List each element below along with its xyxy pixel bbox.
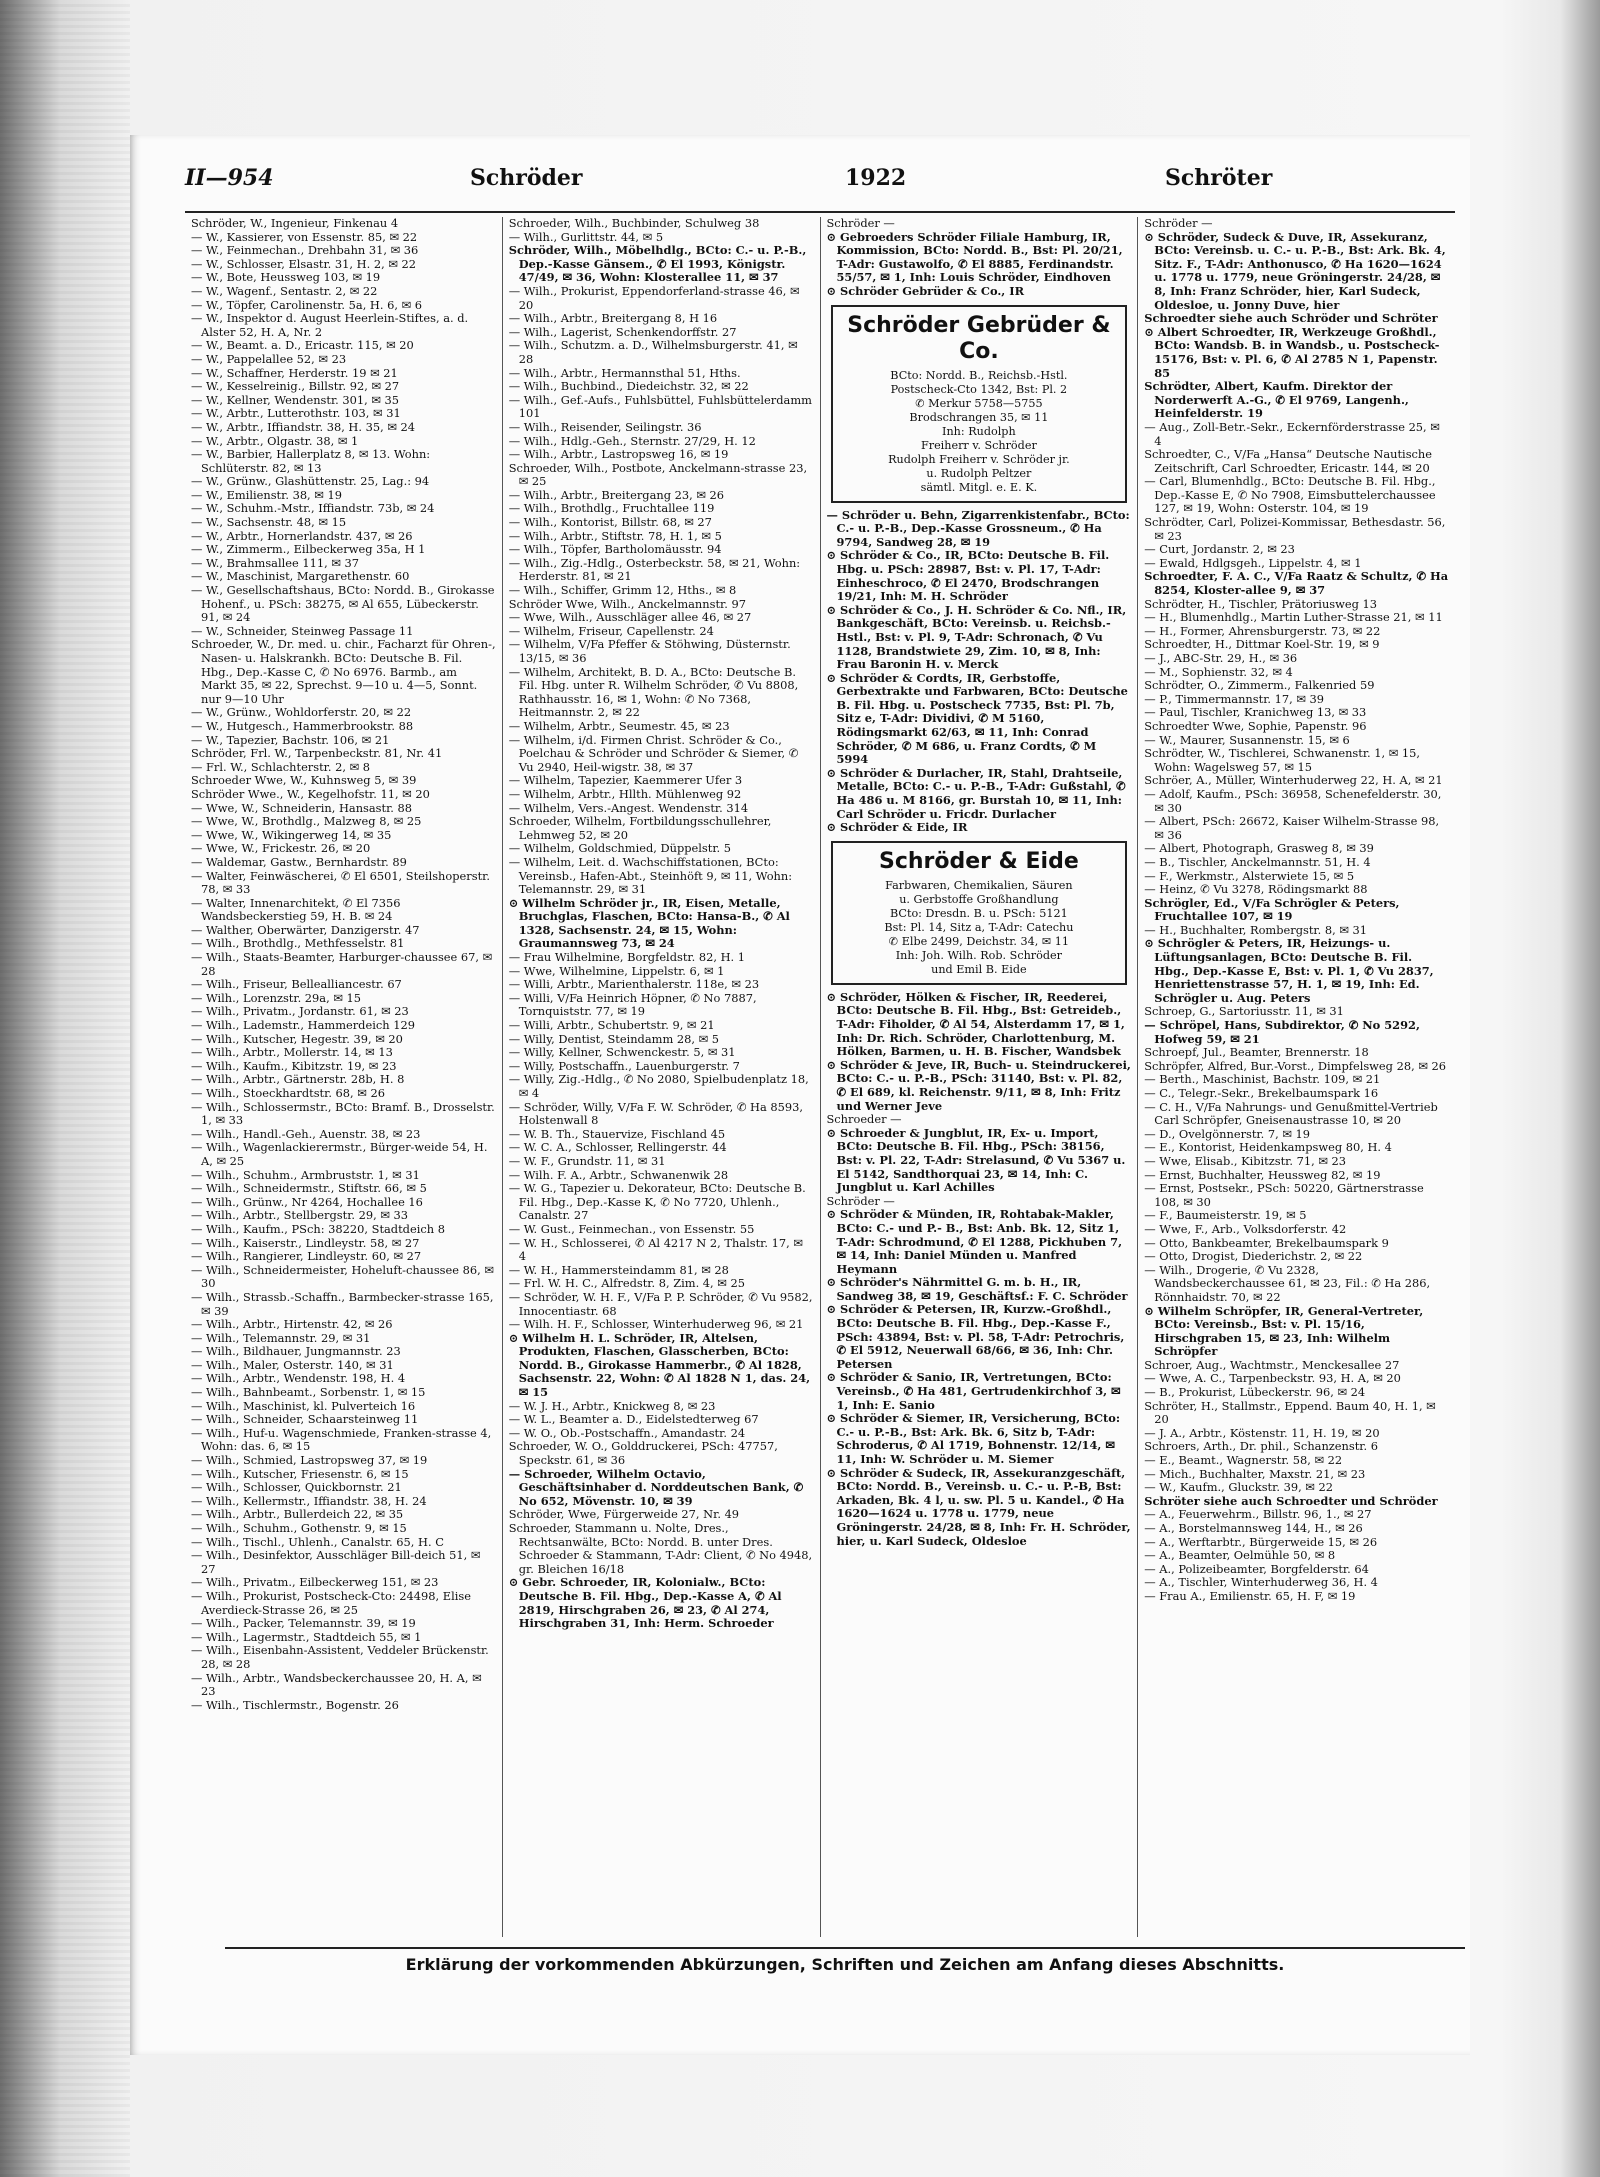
directory-entry: — Wilh., Telemannstr. 29, ✉ 31 [191,1330,371,1345]
directory-entry: — J. A., Arbtr., Köstenstr. 11, H. 19, ✉ 20 [1144,1425,1380,1440]
directory-entry: — W., Kaufm., Gluckstr. 39, ✉ 22 [1144,1480,1333,1495]
advertisement-schroeder-eide-title: Schröder & Eide [878,848,1079,874]
directory-entry: — Wwe, A. C., Tarpenbeckstr. 93, H. A, ✉ 20 [1144,1371,1401,1386]
directory-entry: — Willy, Dentist, Steindamm 28, ✉ 5 [508,1031,720,1046]
directory-entry: Schröder — [826,217,895,230]
directory-entry: — B., Prokurist, Lübeckerstr. 96, ✉ 24 [1144,1385,1366,1400]
directory-entry: — W., Bote, Heussweg 103, ✉ 19 [191,270,381,285]
directory-columns [185,217,1455,1937]
directory-entry: — W., Schneider, Steinweg Passage 11 [191,623,414,638]
directory-entry: — Wilh., Gurlittstr. 44, ✉ 5 [508,229,664,244]
directory-entry: ⊙ Wilhelm Schröpfer, IR, General-Vertreter, BCto: Vereinsb., Bst: v. Pl. 15/16, Hirschgraben 15, ✉ 23, Inh: Wilhelm Schröpfer [1144,1303,1424,1359]
advertisement-schroeder-eide [831,841,1128,985]
left-running-title: Schröder [470,165,583,191]
directory-entry: ⊙ Schröder & Münden, IR, Rohtabak-Makler, BCto: C.- und P.- B., Bst: Anb. Bk. 12, Sitz 1, T-Adr: Schrodmund, ✆ El 1288, Pickhuben 7, ✉ 14, Inh: Daniel Münden u. Manfred Heymann [826,1207,1123,1276]
directory-entry: ⊙ Schröder & Eide, IR [826,820,968,835]
directory-entry: — Wwe, W., Frickestr. 26, ✉ 20 [191,841,371,856]
directory-entry: — Wilh., Lagermstr., Stadtdeich 55, ✉ 1 [191,1629,422,1644]
directory-entry: — Wilh., Bildhauer, Jungmannstr. 23 [191,1344,401,1359]
directory-entry: ⊙ Gebroeders Schröder Filiale Hamburg, IR, Kommission, BCto: Nordd. B., Bst: Pl. 20/21, T-Adr: Gustawolfo, ✆ El 8885, Ferdinandstr. 55/57, ✉ 1, Inh: Louis Schröder, Eindhoven [826,229,1123,285]
directory-entry: — Wilhelm, Architekt, B. D. A., BCto: Deutsche B. Fil. Hbg. unter R. Wilhelm Schröder, ✆ Vu 8808, Rathhausstr. 16, ✉ 1, Wohn: ✆ No 7368, Heitmannstr. 2, ✉ 22 [508,664,799,720]
directory-entry: — H., Buchhalter, Rombergstr. 8, ✉ 31 [1144,922,1368,937]
directory-entry: — B., Tischler, Anckelmannstr. 51, H. 4 [1144,854,1371,869]
directory-entry: — Ewald, Hdlgsgeh., Lippelstr. 4, ✉ 1 [1144,555,1362,570]
directory-entry: — Wilh., Arbtr., Mollerstr. 14, ✉ 13 [191,1045,393,1060]
directory-entry: — Schröder u. Behn, Zigarrenkistenfabr., BCto: C.- u. P.-B., Dep.-Kasse Grossneum., ✆ Ha 9794, Sandweg 28, ✉ 19 [826,507,1130,549]
advertisement-schroeder-gebrueder [831,305,1128,503]
directory-entry: — W., Töpfer, Carolinenstr. 5a, H. 6, ✉ 6 [191,297,423,312]
page-header [185,165,1445,205]
directory-entry: — Wilh., Brothdlg., Fruchtallee 119 [508,501,715,516]
directory-entry: — Carl, Blumenhdlg., BCto: Deutsche B. Fil. Hbg., Dep.-Kasse E, ✆ No 7908, Eimsbuttelerchaussee 127, ✉ 19, Wohn: Osterstr. 104, ✉ 19 [1144,474,1436,516]
directory-entry: — Wwe, Wilh., Ausschläger allee 46, ✉ 27 [508,610,752,625]
directory-entry: — Frl. W., Schlachterstr. 2, ✉ 8 [191,759,371,774]
directory-entry: — Wilh., Arbtr., Breitergang 8, H 16 [508,311,718,326]
directory-entry: — W., Arbtr., Olgastr. 38, ✉ 1 [191,433,359,448]
directory-entry: — C., Telegr.-Sekr., Brekelbaumspark 16 [1144,1086,1379,1100]
directory-entry: — Albert, PSch: 26672, Kaiser Wilhelm-Strasse 98, ✉ 36 [1144,814,1440,842]
directory-entry: — Willi, V/Fa Heinrich Höpner, ✆ No 7887, Tornquiststr. 77, ✉ 19 [508,990,757,1019]
column-1 [185,217,503,1937]
directory-entry: Schröder — [1144,217,1213,230]
abbreviation-note: Erklärung der vorkommenden Abkürzungen, Schriften und Zeichen am Anfang dieses Abschnitts. [225,1947,1465,1974]
directory-entry: Schroeder Wwe, W., Kuhnsweg 5, ✉ 39 [191,773,417,788]
directory-entry: — Wilh., Schuhm., Armbruststr. 1, ✉ 31 [191,1167,420,1182]
directory-entry: Schrögler, Ed., V/Fa Schrögler & Peters, Fruchtallee 107, ✉ 19 [1144,895,1400,924]
directory-entry: — Paul, Tischler, Kranichweg 13, ✉ 33 [1144,705,1367,720]
year-label: 1922 [845,165,907,191]
directory-entry: — Wwe, Elisab., Kibitzstr. 71, ✉ 23 [1144,1153,1347,1168]
directory-entry: — Wilh., Kaufm., PSch: 38220, Stadtdeich 8 [191,1221,445,1236]
directory-entry: — Wilh., Grünw., Nr 4264, Hochallee 16 [191,1194,423,1209]
directory-entry: — Wwe, W., Brothdlg., Malzweg 8, ✉ 25 [191,814,422,829]
directory-entry: — Wilh., Schneidermeister, Hoheluft-chaussee 86, ✉ 30 [191,1262,494,1291]
directory-entry: — W. Gust., Feinmechan., von Essenstr. 55 [508,1221,755,1236]
directory-entry: Schroeder, Wilh., Postbote, Anckelmann-strasse 23, ✉ 25 [508,460,808,489]
directory-entry: — Wilh., Lademstr., Hammerdeich 129 [191,1018,415,1033]
directory-entry: Schroedter Wwe, Sophie, Papenstr. 96 [1144,718,1367,733]
directory-entry: — Wilh., Kutscher, Hegestr. 39, ✉ 20 [191,1031,403,1046]
directory-entry: Schröder Wwe., W., Kegelhofstr. 11, ✉ 20 [191,786,430,801]
directory-entry: — A., Borstelmannsweg 144, H., ✉ 26 [1144,1521,1363,1535]
directory-entry: — Berth., Maschinist, Bachstr. 109, ✉ 21 [1144,1072,1381,1087]
directory-entry: Schröder, Wwe, Fürgerweide 27, Nr. 49 [508,1507,740,1522]
directory-entry: — Wilh., Desinfektor, Ausschläger Bill-deich 51, ✉ 27 [191,1548,481,1576]
directory-entry: — Wilhelm, Vers.-Angest. Wendenstr. 314 [508,800,749,815]
directory-entry: ⊙ Gebr. Schroeder, IR, Kolonialw., BCto: Deutsche B. Fil. Hbg., Dep.-Kasse A, ✆ Al 2819, Hirschgraben 26, ✉ 23, ✆ Al 274, Hirschgraben 31, Inh: Herm. Schroeder [508,1575,782,1631]
directory-entry: Schrödter, Albert, Kaufm. Direktor der Norderwerft A.-G., ✆ El 9769, Langenh., Heinfelderstr. 19 [1144,379,1409,421]
directory-entry: — Curt, Jordanstr. 2, ✉ 23 [1144,542,1295,557]
directory-entry: — Wilh., Schlosser, Quickbornstr. 21 [191,1480,402,1495]
directory-entry: ⊙ Schröder, Hölken & Fischer, IR, Reederei, BCto: Deutsche B. Fil. Hbg., Bst: Getreideb., T-Adr: Fiholder, ✆ Al 54, Alsterdamm 17, ✉ 1, Inh: Dr. Rich. Schröder, Charlottenburg, M. Hölken, Barmen, u. H. B. Fischer, Wandsbek [826,989,1125,1059]
directory-entry: — Wilh., Schneidermstr., Stiftstr. 66, ✉ 5 [191,1181,427,1196]
directory-entry: — Wilh., Eisenbahn-Assistent, Veddeler Brückenstr. 28, ✉ 28 [191,1643,489,1671]
page-number: II—954 [185,165,274,191]
directory-page [130,135,1470,2055]
directory-entry: Schroeder, W., Dr. med. u. chir., Facharzt für Ohren-, Nasen- u. Halskrankh. BCto: Deutsche B. Fil. Hbg., Dep.-Kasse C, ✆ No 6976. Barmb., am Markt 35, ✉ 22, Sprechst. 9—10 u. 4—5, Sonnt. nur 9—10 Uhr [191,637,496,706]
directory-entry: Schrödter, Carl, Polizei-Kommissar, Bethesdastr. 56, ✉ 23 [1144,515,1446,543]
directory-entry: — Wilh., Huf-u. Wagenschmiede, Franken-strasse 4, Wohn: das. 6, ✉ 15 [191,1425,492,1454]
directory-entry: — Wilh., Strassb.-Schaffn., Barmbecker-strasse 165, ✉ 39 [191,1289,494,1318]
directory-entry: — W. H., Hammersteindamm 81, ✉ 28 [508,1262,729,1277]
directory-entry: — Willi, Arbtr., Schubertstr. 9, ✉ 21 [508,1018,715,1033]
directory-entry: — Wilhelm, Tapezier, Kaemmerer Ufer 3 [508,773,743,788]
directory-entry: — W., Grünw., Glashüttenstr. 25, Lag.: 94 [191,474,430,489]
directory-entry: — Wilh., Zig.-Hdlg., Osterbeckstr. 58, ✉ 21, Wohn: Herderstr. 81, ✉ 21 [508,555,801,584]
directory-entry: — Schröder, Willy, V/Fa F. W. Schröder, ✆ Ha 8593, Holstenwall 8 [508,1099,803,1128]
directory-entry: — Wwe, W., Schneiderin, Hansastr. 88 [191,800,413,815]
directory-entry: — W. C. A., Schlosser, Rellingerstr. 44 [508,1140,727,1155]
directory-entry: Schroedter siehe auch Schröder und Schröter [1144,311,1438,326]
directory-entry: — Wilh., Prokurist, Eppendorferland-strasse 46, ✉ 20 [508,283,800,312]
directory-entry: — Schroeder, Wilhelm Octavio, Geschäftsinhaber d. Norddeutschen Bank, ✆ No 652, Mövenstr. 10, ✉ 39 [508,1466,804,1508]
directory-entry: — Adolf, Kaufm., PSch: 36958, Schenefelderstr. 30, ✉ 30 [1144,786,1442,815]
directory-entry: Schröpfer, Alfred, Bur.-Vorst., Dimpfelsweg 28, ✉ 26 [1144,1058,1446,1073]
directory-entry: — A., Tischler, Winterhuderweg 36, H. 4 [1144,1575,1378,1590]
directory-entry: — Schröpel, Hans, Subdirektor, ✆ No 5292, Hofweg 59, ✉ 21 [1144,1018,1420,1046]
directory-entry: — Wilhelm, V/Fa Pfeffer & Stöhwing, Düsternstr. 13/15, ✉ 36 [508,637,791,665]
directory-entry: — Wilhelm, Arbtr., Seumestr. 45, ✉ 23 [508,718,730,733]
directory-entry: — Wilh., Arbtr., Stiftstr. 78, H. 1, ✉ 5 [508,528,722,543]
directory-entry: ⊙ Schrögler & Peters, IR, Heizungs- u. Lüftungsanlagen, BCto: Deutsche B. Fil. Hbg., Dep.-Kasse E, Bst: v. Pl. 1, ✆ Vu 2837, Henriettenstrasse 57, H. 1, ✉ 19, Inh: Ed. Schrögler u. Aug. Peters [1144,936,1434,1005]
directory-entry: — W., Brahmsallee 111, ✉ 37 [191,555,359,570]
directory-entry: Schroedter, H., Dittmar Koel-Str. 19, ✉ 9 [1144,637,1380,652]
directory-entry: — Walther, Oberwärter, Danzigerstr. 47 [191,922,420,937]
directory-entry: — Walter, Innenarchitekt, ✆ El 7356 Wandsbeckerstieg 59, H. B. ✉ 24 [191,895,401,924]
directory-entry: — Wilh., Privatm., Eilbeckerweg 151, ✉ 23 [191,1575,439,1590]
directory-entry: — W., Maurer, Susannenstr. 15, ✉ 6 [1144,732,1350,747]
directory-entry: Schroepf, Jul., Beamter, Brennerstr. 18 [1144,1045,1369,1060]
directory-entry: — Wilhelm, Leit. d. Wachschiffstationen, BCto: Vereinsb., Hafen-Abt., Steinhöft 9, ✉ 11, Wohn: Telemannstr. 29, ✉ 31 [508,854,793,897]
directory-entry: — M., Sophienstr. 32, ✉ 4 [1144,664,1293,679]
directory-entry: Schroedter, F. A. C., V/Fa Raatz & Schultz, ✆ Ha 8254, Kloster-allee 9, ✉ 37 [1144,569,1449,598]
book-gutter [0,0,130,2177]
directory-entry: — Wilh., Arbtr., Breitergang 23, ✉ 26 [508,487,725,502]
directory-entry: Schroeder, Wilhelm, Fortbildungsschullehrer, Lehmweg 52, ✉ 20 [508,814,772,842]
directory-entry: Schröter siehe auch Schroedter und Schröder [1144,1493,1438,1508]
directory-entry: — Wilh., Packer, Telemannstr. 39, ✉ 19 [191,1616,416,1631]
directory-entry: — D., Ovelgönnerstr. 7, ✉ 19 [1144,1126,1311,1141]
directory-entry: ⊙ Schröder & Co., J. H. Schröder & Co. Nfl., IR, Bankgeschäft, BCto: Vereinsb. u. Reichsb.-Hstl., Bst: v. Pl. 9, T-Adr: Schronach, ✆ Vu 1128, Brandstwiete 29, Zim. 10, ✉ 8, Inh: Frau Baronin H. v. Merck [826,602,1127,672]
directory-entry: — Wilh., Kellermstr., Iffiandstr. 38, H. 24 [191,1493,427,1508]
directory-entry: Schrödter, O., Zimmerm., Falkenried 59 [1144,678,1375,693]
directory-entry: — W., Grünw., Wohldorferstr. 20, ✉ 22 [191,705,412,720]
directory-entry: — Wilh., Schiffer, Grimm 12, Hths., ✉ 8 [508,583,737,598]
directory-entry: Schröder, Wilh., Möbelhdlg., BCto: C.- u. P.-B., Dep.-Kasse Gänsem., ✆ El 1993, Königstr. 47/49, ✉ 36, Wohn: Klosterallee 11, ✉ 37 [508,243,807,285]
directory-entry: Schroeder — [826,1112,902,1127]
directory-entry: — Willy, Zig.-Hdlg., ✆ No 2080, Spielbudenplatz 18, ✉ 4 [508,1072,809,1100]
directory-entry: — Wilh., Arbtr., Gärtnerstr. 28b, H. 8 [191,1072,405,1087]
directory-entry: — Mich., Buchhalter, Maxstr. 21, ✉ 23 [1144,1466,1366,1481]
directory-entry: — Wilh. H. F., Schlosser, Winterhuderweg 96, ✉ 21 [508,1317,804,1332]
directory-entry: — Wilh., Maler, Osterstr. 140, ✉ 31 [191,1357,394,1372]
directory-entry: — W., Gesellschaftshaus, BCto: Nordd. B., Girokasse Hohenf., u. PSch: 38275, ✉ Al 655, Lübeckerstr. 91, ✉ 24 [191,583,495,625]
directory-entry: — W. L., Beamter a. D., Eidelstedterweg 67 [508,1412,759,1427]
directory-entry: — Wilh., Arbtr., Lastropsweg 16, ✉ 19 [508,447,729,462]
directory-entry: — Heinz, ✆ Vu 3278, Rödingsmarkt 88 [1144,882,1368,897]
directory-entry: — W., Pappelallee 52, ✉ 23 [191,351,347,366]
directory-entry: — Wilh., Schmied, Lastropsweg 37, ✉ 19 [191,1453,428,1468]
directory-entry: — Wilh., Wagenlackierermstr., Bürger-weide 54, H. A, ✉ 25 [191,1140,488,1168]
directory-entry: — F., Werkmstr., Alsterwiete 15, ✉ 5 [1144,868,1355,883]
directory-entry: — W., Arbtr., Lutterothstr. 103, ✉ 31 [191,406,401,421]
directory-entry: — Wilh., Arbtr., Wendenstr. 198, H. 4 [191,1371,406,1386]
directory-entry: — Willy, Kellner, Schwenckestr. 5, ✉ 31 [508,1045,736,1060]
directory-entry: — Wilh., Kontorist, Billstr. 68, ✉ 27 [508,515,712,530]
directory-entry: — W., Beamt. a. D., Ericastr. 115, ✉ 20 [191,338,414,353]
directory-entry: Schrödter, H., Tischler, Prätoriusweg 13 [1144,596,1378,611]
directory-entry: — Wilh., Lagerist, Schenkendorffstr. 27 [508,324,737,339]
directory-entry: Schröder, Frl. W., Tarpenbeckstr. 81, Nr. 41 [191,746,443,761]
directory-entry: Schroeder, Wilh., Buchbinder, Schulweg 38 [508,217,760,230]
directory-entry: — Frl. W. H. C., Alfredstr. 8, Zim. 4, ✉ 25 [508,1276,745,1291]
directory-entry: — Wilh. F. A., Arbtr., Schwanenwik 28 [508,1167,729,1182]
directory-entry: — Wilh., Reisender, Seilingstr. 36 [508,419,702,434]
directory-entry: — Wilh., Friseur, Bellealliancestr. 67 [191,977,402,992]
directory-entry: — Wilhelm, Goldschmied, Düppelstr. 5 [508,841,732,856]
directory-entry: — Wilh., Gef.-Aufs., Fuhlsbüttel, Fuhlsbüttelerdamm 101 [508,392,812,421]
directory-entry: — Wilh., Kutscher, Friesenstr. 6, ✉ 15 [191,1466,409,1481]
directory-entry: — Wilhelm, Arbtr., Hllth. Mühlenweg 92 [508,786,742,801]
directory-entry: — W. J. H., Arbtr., Knickweg 8, ✉ 23 [508,1398,716,1413]
directory-entry: — Frau Wilhelmine, Borgfeldstr. 82, H. 1 [508,950,746,965]
directory-entry: — Wilh., Drogerie, ✆ Vu 2328, Wandsbeckerchaussee 61, ✉ 23, Fil.: ✆ Ha 286, Rönnhaidstr. 70, ✉ 22 [1144,1262,1431,1304]
directory-entry: — Aug., Zoll-Betr.-Sekr., Eckernförderstrasse 25, ✉ 4 [1144,419,1440,448]
directory-entry: — Ernst, Postsekr., PSch: 50220, Gärtnerstrasse 108, ✉ 30 [1144,1181,1424,1209]
directory-entry: ⊙ Schröder & Jeve, IR, Buch- u. Steindruckerei, BCto: C.- u. P.-B., PSch: 31140, Bst: v. Pl. 82, ✆ El 689, kl. Reichenstr. 9/11, ✉ 8, Inh: Fritz und Werner Jeve [826,1057,1131,1113]
directory-entry: — Schröder, W. H. F., V/Fa P. P. Schröder, ✆ Vu 9582, Innocentiastr. 68 [508,1289,813,1318]
header-rule [185,211,1455,213]
directory-entry: ⊙ Schröder & Sanio, IR, Vertretungen, BCto: Vereinsb., ✆ Ha 481, Gertrudenkirchhof 3, ✉ 1, Inh: E. Sanio [826,1370,1121,1412]
directory-entry: — W., Kesselreinig., Billstr. 92, ✉ 27 [191,379,400,394]
directory-entry: — W. F., Grundstr. 11, ✉ 31 [508,1153,666,1168]
directory-entry: — H., Blumenhdlg., Martin Luther-Strasse 21, ✉ 11 [1144,610,1443,625]
directory-entry: — W., Emilienstr. 38, ✉ 19 [191,487,342,502]
directory-entry: — W., Sachsenstr. 48, ✉ 15 [191,515,347,530]
directory-entry: Schroer, Aug., Wachtmstr., Menckesallee 27 [1144,1357,1400,1372]
directory-entry: — Wilh., Arbtr., Stellbergstr. 29, ✉ 33 [191,1208,409,1223]
directory-entry: — H., Former, Ahrensburgerstr. 73, ✉ 22 [1144,623,1381,638]
directory-entry: — Wilhelm, Friseur, Capellenstr. 24 [508,623,714,638]
directory-entry: — Willi, Arbtr., Marienthalerstr. 118e, ✉ 23 [508,977,760,992]
directory-entry: — Frau A., Emilienstr. 65, H. F, ✉ 19 [1144,1588,1356,1603]
directory-entry: — E., Beamt., Wagnerstr. 58, ✉ 22 [1144,1453,1343,1468]
column-2 [503,217,821,1937]
directory-entry: ⊙ Albert Schroedter, IR, Werkzeuge Großhdl., BCto: Wandsb. B. in Wandsb., u. Postscheck- 15176, Bst: v. Pl. 6, ✆ Al 2785 N 1, Papenstr. 85 [1144,324,1440,380]
directory-entry: — Wilh., Schuhm., Gothenstr. 9, ✉ 15 [191,1521,407,1535]
directory-entry: ⊙ Schröder & Sudeck, IR, Assekuranzgeschäft, BCto: Nordd. B., Vereinsb. u. C.- u. P.-B, Bst: Arkaden, Bk. 4 l, u. sw. Pl. 5 u. Kandel., ✆ Ha 1620—1624 u. 1778 u. 1779, neue Gröningerstr. 24/28, ✉ 8, Inh: Fr. H. Schröder, hier, u. Karl Sudeck, Oldesloe [826,1465,1131,1548]
directory-entry: ⊙ Schröder & Siemer, IR, Versicherung, BCto: C.- u. P.-B., Bst: Ark. Bk. 6, Sitz b, T-Adr: Schroderus, ✆ Al 1719, Bohnenstr. 12/14, ✉ 11, Inh: W. Schröder u. M. Siemer [826,1411,1121,1466]
directory-entry: — Wilh., Brothdlg., Methfesselstr. 81 [191,936,405,951]
directory-entry: — W., Kellner, Wendenstr. 301, ✉ 35 [191,392,400,407]
directory-entry: Schroedter, C., V/Fa „Hansa“ Deutsche Nautische Zeitschrift, Carl Schroedter, Ericastr. 144, ✉ 20 [1144,447,1433,475]
directory-entry: — Ernst, Buchhalter, Heussweg 82, ✉ 19 [1144,1167,1381,1182]
directory-entry: — Wilh., Prokurist, Postscheck-Cto: 24498, Elise Averdieck-Strasse 26, ✉ 25 [191,1588,471,1617]
directory-entry: ⊙ Schroeder & Jungblut, IR, Ex- u. Import, BCto: Deutsche B. Fil. Hbg., PSch: 38156, Bst: v. Pl. 22, T-Adr: Strelasund, ✆ Vu 5367 u. El 5142, Sandthorquai 23, ✉ 14, Inh: C. Jungblut u. Karl Achilles [826,1125,1126,1195]
directory-entry: — W. G., Tapezier u. Dekorateur, BCto: Deutsche B. Fil. Hbg., Dep.-Kasse K, ✆ No 7720, Uhlenh., Canalstr. 27 [508,1181,806,1223]
advertisement-schroeder-eide-body: Farbwaren, Chemikalien, Säuren u. Gerbstoffe Großhandlung BCto: Dresdn. B. u. PSch: 5121 Bst: Pl. 14, Sitz a, T-Adr: Catechu ✆ Elbe 2499, Deichstr. 34, ✉ 11 Inh: Joh. Wilh. Rob. Schröder und Emil B. Eide [884,878,1074,976]
directory-entry: ⊙ Schröder & Petersen, IR, Kurzw.-Großhdl., BCto: Deutsche B. Fil. Hbg., Dep.-Kasse F., PSch: 43894, Bst: v. Pl. 58, T-Adr: Petrochris, ✆ El 5912, Neuerwall 68/66, ✉ 36, Inh: Chr. Petersen [826,1302,1125,1371]
directory-entry: — W., Wagenf., Sentastr. 2, ✉ 22 [191,283,378,298]
advertisement-schroeder-gebrueder-body: BCto: Nordd. B., Reichsb.-Hstl. Postscheck-Cto 1342, Bst: Pl. 2 ✆ Merkur 5758—5755 Brodschrangen 35, ✉ 11 Inh: Rudolph Freiherr v. Schröder Rudolph Freiherr v. Schröder jr. u. Rudolph Peltzer sämtl. Mitgl. e. E. K. [888,368,1070,494]
directory-entry: — Wilh., Arbtr., Hermannsthal 51, Hths. [508,365,741,380]
directory-entry: — W., Feinmechan., Drehbahn 31, ✉ 36 [191,243,419,258]
directory-entry: Schroep, G., Sartoriusstr. 11, ✉ 31 [1144,1004,1344,1019]
directory-entry: — Wilh., Schlossermstr., BCto: Bramf. B., Drosselstr. 1, ✉ 33 [191,1099,495,1128]
directory-entry: — W., Arbtr., Hornerlandstr. 437, ✉ 26 [191,528,413,543]
directory-entry: — Wilh., Bahnbeamt., Sorbenstr. 1, ✉ 15 [191,1385,426,1400]
directory-entry: — Walter, Feinwäscherei, ✆ El 6501, Steilshoperstr. 78, ✉ 33 [191,868,490,897]
directory-entry: — A., Beamter, Oelmühle 50, ✉ 8 [1144,1548,1336,1563]
directory-entry: — Wwe, F., Arb., Volksdorferstr. 42 [1144,1221,1347,1236]
directory-entry: — W., Inspektor d. August Heerlein-Stiftes, a. d. Alster 52, H. A, Nr. 2 [191,311,469,339]
directory-entry: — W., Tapezier, Bachstr. 106, ✉ 21 [191,732,390,747]
directory-entry: — Wwe, W., Wikingerweg 14, ✉ 35 [191,827,392,842]
advertisement-schroeder-gebrueder-title: Schröder Gebrüder & Co. [847,312,1111,364]
directory-entry: ⊙ Schröder, Sudeck & Duve, IR, Assekuranz, BCto: Vereinsb. u. C.- u. P.-B., Bst: Ark. Bk. 4, Sitz. F., T-Adr: Anthonusco, ✆ Ha 1620—1624 u. 1778 u. 1779, neue Gröningerstr. 24/28, ✉ 8, Inh: Franz Schröder, hier, Karl Sudeck, Oldesloe, u. Jonny Duve, hier [1144,229,1446,312]
directory-entry: — W. O., Ob.-Postschaffn., Amandastr. 24 [508,1425,746,1440]
directory-entry: — Wilh., Kaufm., Kibitzstr. 19, ✉ 23 [191,1058,397,1073]
directory-entry: — Wilh., Arbtr., Hirtenstr. 42, ✉ 26 [191,1317,393,1332]
directory-entry: — Wilh., Rangierer, Lindleystr. 60, ✉ 27 [191,1249,422,1264]
directory-entry: — Wilh., Arbtr., Bullerdeich 22, ✉ 35 [191,1507,404,1522]
directory-entry: — Otto, Bankbeamter, Brekelbaumspark 9 [1144,1235,1389,1250]
directory-entry: — Wilh., Stoeckhardtstr. 68, ✉ 26 [191,1086,385,1100]
directory-entry: — W., Barbier, Hallerplatz 8, ✉ 13. Wohn: Schlüterstr. 82, ✉ 13 [191,447,431,475]
directory-entry: — Wilhelm, i/d. Firmen Christ. Schröder & Co., Poelchau & Schröder und Schröder & Siemer, ✆ Vu 2940, Heil-wigstr. 38, ✉ 37 [508,732,799,774]
directory-entry: — E., Kontorist, Heidenkampsweg 80, H. 4 [1144,1140,1392,1155]
directory-entry: — Otto, Drogist, Diederichstr. 2, ✉ 22 [1144,1249,1363,1264]
directory-entry: — Wilh., Schutzm. a. D., Wilhelmsburgerstr. 41, ✉ 28 [508,338,798,366]
directory-entry: ⊙ Schröder Gebrüder & Co., IR [826,283,1025,298]
directory-entry: — Wilh., Staats-Beamter, Harburger-chaussee 67, ✉ 28 [191,950,493,978]
directory-entry: — Wilh., Tischlermstr., Bogenstr. 26 [191,1697,399,1712]
directory-entry: ⊙ Schröder & Durlacher, IR, Stahl, Drahtseile, Metalle, BCto: C.- u. P.-B., T-Adr: Gußstahl, ✆ Ha 486 u. M 8166, gr. Burstah 10, ✉ 11, Inh: Carl Schröder u. Fricdr. Durlacher [826,765,1126,821]
directory-entry: — Wilh., Privatm., Jordanstr. 61, ✉ 23 [191,1004,409,1019]
directory-entry: ⊙ Schröder's Nährmittel G. m. b. H., IR, Sandweg 38, ✉ 19, Geschäftsf.: F. C. Schröder [826,1275,1128,1303]
directory-entry: — W., Hutgesch., Hammerbrookstr. 88 [191,718,414,733]
directory-entry: — Wwe, Wilhelmine, Lippelstr. 6, ✉ 1 [508,963,725,978]
directory-entry: — P., Timmermannstr. 17, ✉ 39 [1144,691,1325,706]
directory-entry: Schroeder, Stammann u. Nolte, Dres., Rechtsanwälte, BCto: Nordd. B. unter Dres. Schroeder & Stammann, T-Adr: Client, ✆ No 4948, gr. Bleichen 16/18 [508,1521,813,1576]
directory-entry: — W., Schlosser, Elsastr. 31, H. 2, ✉ 22 [191,256,416,271]
directory-entry: — C. H., V/Fa Nahrungs- und Genußmittel-Vertrieb Carl Schröpfer, Gneisenaustrasse 10, ✉ 20 [1144,1099,1438,1128]
directory-entry: — Wilh., Töpfer, Bartholomäusstr. 94 [508,542,722,557]
directory-entry: — W. B. Th., Stauervize, Fischland 45 [508,1126,726,1141]
directory-entry: — Wilh., Handl.-Geh., Auenstr. 38, ✉ 23 [191,1126,421,1141]
directory-entry: ⊙ Wilhelm H. L. Schröder, IR, Altelsen, Produkten, Flaschen, Glasscherben, BCto: Nordd. B., Girokasse Hammerbr., ✆ Al 1828, Sachsenstr. 22, Wohn: ✆ Al 1828 N 1, das. 24, ✉ 15 [508,1330,811,1400]
directory-entry: — W. H., Schlosserei, ✆ Al 4217 N 2, Thalstr. 17, ✉ 4 [508,1235,803,1264]
directory-entry: — W., Schaffner, Herderstr. 19 ✉ 21 [191,365,398,380]
directory-entry: — W., Schuhm.-Mstr., Iffiandstr. 73b, ✉ 24 [191,501,435,516]
right-running-title: Schröter [1165,165,1273,191]
directory-entry: — Wilh., Hdlg.-Geh., Sternstr. 27/29, H. 12 [508,433,756,448]
directory-entry: Schröer, A., Müller, Winterhuderweg 22, H. A, ✉ 21 [1144,773,1443,788]
directory-entry: — W., Kassierer, von Essenstr. 85, ✉ 22 [191,229,418,244]
directory-entry: — W., Zimmerm., Eilbeckerweg 35a, H 1 [191,542,426,557]
directory-entry: — W., Maschinist, Margarethenstr. 60 [191,569,410,584]
directory-entry: — A., Feuerwehrm., Billstr. 96, 1., ✉ 27 [1144,1507,1372,1522]
directory-entry: — W., Arbtr., Iffiandstr. 38, H. 35, ✉ 24 [191,419,415,434]
directory-entry: — Willy, Postschaffn., Lauenburgerstr. 7 [508,1058,740,1073]
directory-entry: Schrödter, W., Tischlerei, Schwanenstr. 1, ✉ 15, Wohn: Wagelsweg 57, ✉ 15 [1144,746,1421,774]
directory-entry: — A., Polizeibeamter, Borgfelderstr. 64 [1144,1561,1369,1576]
directory-entry: Schröder Wwe, Wilh., Anckelmannstr. 97 [508,596,746,611]
directory-entry: — Wilh., Buchbind., Diedeichstr. 32, ✉ 22 [508,379,749,394]
directory-entry: ⊙ Wilhelm Schröder jr., IR, Eisen, Metalle, Bruchglas, Flaschen, BCto: Hansa-B., ✆ Al 1328, Sachsenstr. 24, ✉ 15, Wohn: Graumannsweg 73, ✉ 24 [508,895,790,951]
directory-entry: — Albert, Photograph, Grasweg 8, ✉ 39 [1144,841,1374,856]
directory-entry: Schröter, H., Stallmstr., Eppend. Baum 40, H. 1, ✉ 20 [1144,1398,1436,1427]
directory-entry: ⊙ Schröder & Cordts, IR, Gerbstoffe, Gerbextrakte und Farbwaren, BCto: Deutsche B. Fil. Hbg. u. Postscheck 7735, Bst: Pl. 7b, Sitz e, T-Adr: Dividivi, ✆ M 5160, Rödingsmarkt 62/63, ✉ 11, Inh: Conrad Schröder, ✆ M 686, u. Franz Cordts, ✆ M 5994 [826,670,1128,767]
directory-entry: Schroeder, W. O., Golddruckerei, PSch: 47757, Speckstr. 61, ✉ 36 [508,1439,778,1468]
directory-entry: ⊙ Schröder & Co., IR, BCto: Deutsche B. Fil. Hbg. u. PSch: 28987, Bst: v. Pl. 17, T-Adr: Einheschroco, ✆ El 2470, Brodschrangen 19/21, Inh: M. H. Schröder [826,548,1110,604]
column-4 [1138,217,1455,1937]
directory-entry: — F., Baumeisterstr. 19, ✉ 5 [1144,1208,1307,1223]
directory-entry: — J., ABC-Str. 29, H., ✉ 36 [1144,651,1298,665]
directory-entry: — A., Werftarbtr., Bürgerweide 15, ✉ 26 [1144,1534,1378,1549]
directory-entry: Schröder — [826,1193,895,1208]
directory-entry: — Wilh., Tischl., Uhlenh., Canalstr. 65, H. C [191,1534,444,1549]
directory-entry: — Wilh., Maschinist, kl. Pulverteich 16 [191,1398,416,1413]
directory-entry: — Wilh., Kaiserstr., Lindleystr. 58, ✉ 27 [191,1235,420,1250]
directory-entry: — Wilh., Arbtr., Wandsbeckerchaussee 20, H. A, ✉ 23 [191,1670,482,1699]
directory-entry: — Wilh., Schneider, Schaarsteinweg 11 [191,1412,419,1427]
directory-entry: Schroers, Arth., Dr. phil., Schanzenstr. 6 [1144,1439,1378,1454]
directory-entry: Schröder, W., Ingenieur, Finkenau 4 [191,217,399,230]
column-3 [821,217,1139,1937]
directory-entry: — Waldemar, Gastw., Bernhardstr. 89 [191,854,407,869]
directory-entry: — Wilh., Lorenzstr. 29a, ✉ 15 [191,990,361,1005]
